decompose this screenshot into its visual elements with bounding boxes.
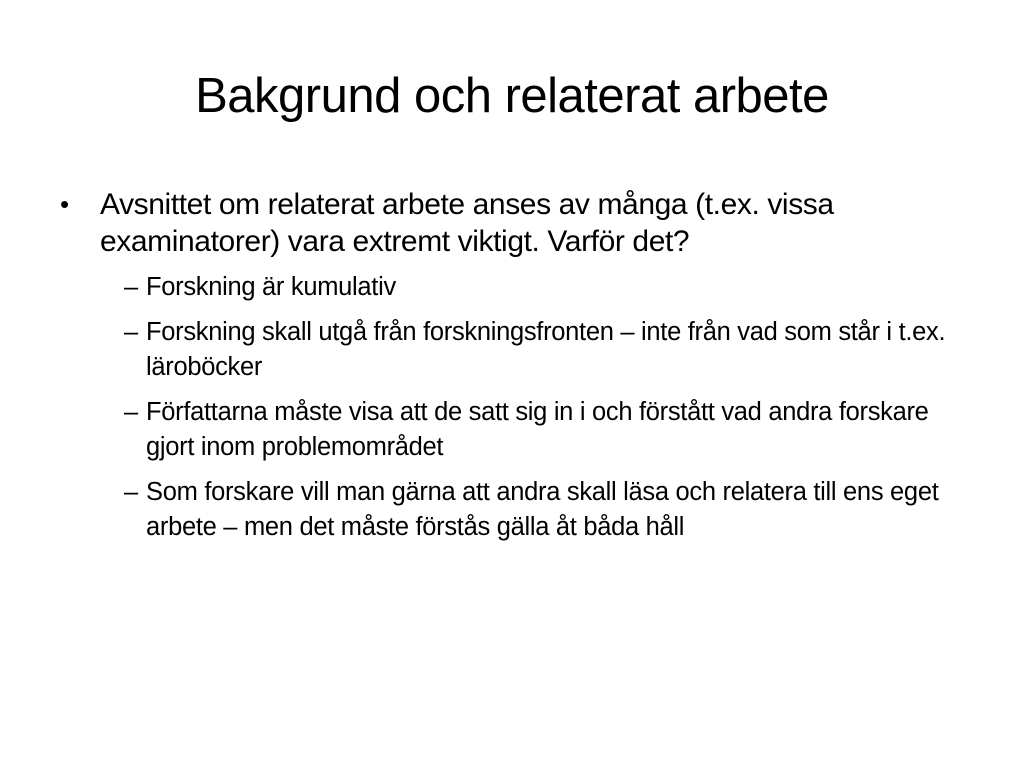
dash-marker: – [124, 478, 138, 506]
sub-bullet-list [60, 270, 960, 545]
bullet-text: Avsnittet om relaterat arbete anses av många (t.ex. vissa examinatorer) vara extremt viktigt. Varför det? [100, 188, 834, 258]
bullet-marker: • [60, 189, 69, 219]
dash-marker: – [124, 398, 138, 426]
sub-bullet-text: Forskning skall utgå från forskningsfronten – inte från vad som står i t.ex. läroböcker [146, 318, 946, 381]
dash-marker: – [124, 318, 138, 346]
sub-bullet-text: Författarna måste visa att de satt sig in i och förstått vad andra forskare gjort inom problemområdet [146, 398, 929, 461]
slide-title: Bakgrund och relaterat arbete [195, 69, 829, 123]
bullet-item [60, 186, 960, 260]
sub-bullet-text: Som forskare vill man gärna att andra skall läsa och relatera till ens eget arbete – men det måste förstås gälla åt båda håll [146, 478, 939, 541]
sub-bullet-item [126, 475, 960, 545]
sub-bullet-item [126, 270, 960, 305]
dash-marker: – [124, 273, 138, 301]
sub-bullet-item [126, 315, 960, 385]
sub-bullet-item [126, 395, 960, 465]
sub-bullet-text: Forskning är kumulativ [146, 273, 396, 301]
slide-content [60, 186, 960, 555]
